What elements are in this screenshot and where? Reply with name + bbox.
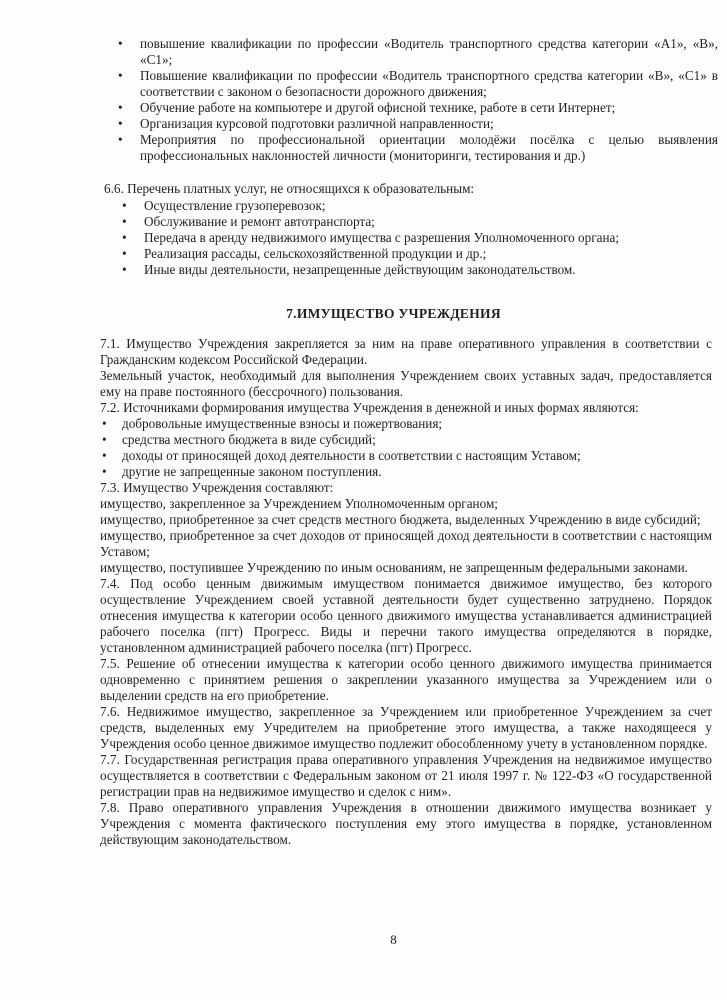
list-item: • средства местного бюджета в виде субсидий; xyxy=(102,432,376,447)
list-item: • Иные виды деятельности, незапрещенные действующим законодательством. xyxy=(122,262,576,277)
paragraph-7-3-c: имущество, приобретенное за счет доходов от приносящей доход деятельности в соответствии с настоящим Уставом; xyxy=(100,528,712,559)
education-services-list xyxy=(112,36,718,164)
bullet-icon: • xyxy=(102,416,107,431)
list-item: • Обучение работе на компьютере и другой офисной технике, работе в сети Интернет; xyxy=(118,100,616,115)
list-item: • Реализация рассады, сельскохозяйственной продукции и др.; xyxy=(122,246,487,261)
bullet-icon: • xyxy=(122,214,127,229)
list-item: • доходы от приносящей доход деятельности в соответствии с настоящим Уставом; xyxy=(102,448,581,463)
paid-services-list xyxy=(116,198,716,278)
bullet-icon: • xyxy=(118,132,123,147)
paragraph-7-2: 7.2. Источниками формирования имущества Учреждения в денежной и иных формах являются: xyxy=(100,400,639,415)
list-item: • Передача в аренду недвижимого имущества с разрешения Уполномоченного органа; xyxy=(122,230,620,245)
paragraph-7-3-b: имущество, приобретенное за счет средств местного бюджета, выделенных Учреждению в виде субсидий; xyxy=(100,512,701,527)
paragraph-7-3-d: имущество, поступившее Учреждению по иным основаниям, не запрещенным федеральными законами. xyxy=(100,560,688,575)
bullet-icon: • xyxy=(102,464,107,479)
bullet-icon: • xyxy=(122,262,127,277)
list-item: • другие не запрещенные законом поступления. xyxy=(102,464,382,479)
list-item: • Повышение квалификации по профессии «Водитель транспортного средства категории «В», «С1» в соответствии с законом о безопасности дорожного движения; xyxy=(118,68,718,99)
paragraph-7-3-a: имущество, закрепленное за Учреждением Уполномоченным органом; xyxy=(100,496,498,511)
paragraph-7-1-land: Земельный участок, необходимый для выполнения Учреждением своих уставных задач, предоставляется ему на праве постоянного (бессрочного) пользования. xyxy=(100,368,712,399)
paragraph-7-6: 7.6. Недвижимое имущество, закрепленное за Учреждением или приобретенное Учреждением за счет средств, выделенных ему Учредителем на приобретение этого имущества, а также находящееся у Учреждения особо ценное движимое имущество подлежит обособленному учету в установленном порядке. xyxy=(100,704,712,751)
bullet-icon: • xyxy=(122,230,127,245)
section-6-6: 6.6. Перечень платных услуг, не относящихся к образовательным: xyxy=(104,181,475,196)
paragraph-7-8: 7.8. Право оперативного управления Учреждения в отношении движимого имущества возникает у Учреждения с момента фактического поступления ему этого имущества в порядке, установленном действующим законодательством. xyxy=(100,800,712,847)
paragraph-7-7: 7.7. Государственная регистрация права оперативного управления Учреждения на недвижимое имущество осуществляется в соответствии с Федеральным законом от 21 июля 1997 г. № 122-ФЗ «О государственной регистрации прав на недвижимое имущество и сделок с ним». xyxy=(100,752,712,799)
page-number: 8 xyxy=(390,932,397,947)
bullet-icon: • xyxy=(122,246,127,261)
section-7-body xyxy=(100,336,712,848)
paragraph-7-1: 7.1. Имущество Учреждения закрепляется за ним на праве оперативного управления в соответствии с Гражданским кодексом Российской Федерации. xyxy=(100,336,712,367)
list-item: • повышение квалификации по профессии «Водитель транспортного средства категории «А1», «В», «С1»; xyxy=(118,36,718,67)
paragraph-7-4: 7.4. Под особо ценным движимым имуществом понимается движимое имущество, без которого осуществление Учреждением своей уставной деятельности будет существенно затруднено. Порядок отнесения имущества к категории особо ценного движимого имущества устанавливается администрацией рабочего поселка (пгт) Прогресс. Виды и перечни такого имущества определяются в порядке, установленном администрацией рабочего поселка (пгт) Прогресс. xyxy=(100,576,712,655)
bullet-icon: • xyxy=(118,36,123,51)
bullet-icon: • xyxy=(102,448,107,463)
bullet-icon: • xyxy=(118,116,123,131)
list-item: • Осуществление грузоперевозок; xyxy=(122,198,326,213)
list-item: • добровольные имущественные взносы и пожертвования; xyxy=(102,416,443,431)
bullet-icon: • xyxy=(118,68,123,83)
paragraph-7-5: 7.5. Решение об отнесении имущества к категории особо ценного движимого имущества принимается одновременно с принятием решения о закреплении указанного имущества за Учреждением или о выделении средств на его приобретение. xyxy=(100,656,712,703)
list-item: • Мероприятия по профессиональной ориентации молодёжи посёлка с целью выявления профессиональных наклонностей личности (мониторинги, тестирования и др.) xyxy=(118,132,718,163)
bullet-icon: • xyxy=(122,198,127,213)
paragraph-7-3: 7.3. Имущество Учреждения составляют: xyxy=(100,480,334,495)
bullet-icon: • xyxy=(118,100,123,115)
list-item: • Организация курсовой подготовки различной направленности; xyxy=(118,116,494,131)
section-heading: 7.ИМУЩЕСТВО УЧРЕЖДЕНИЯ xyxy=(286,306,501,321)
list-item: • Обслуживание и ремонт автотранспорта; xyxy=(122,214,375,229)
bullet-icon: • xyxy=(102,432,107,447)
